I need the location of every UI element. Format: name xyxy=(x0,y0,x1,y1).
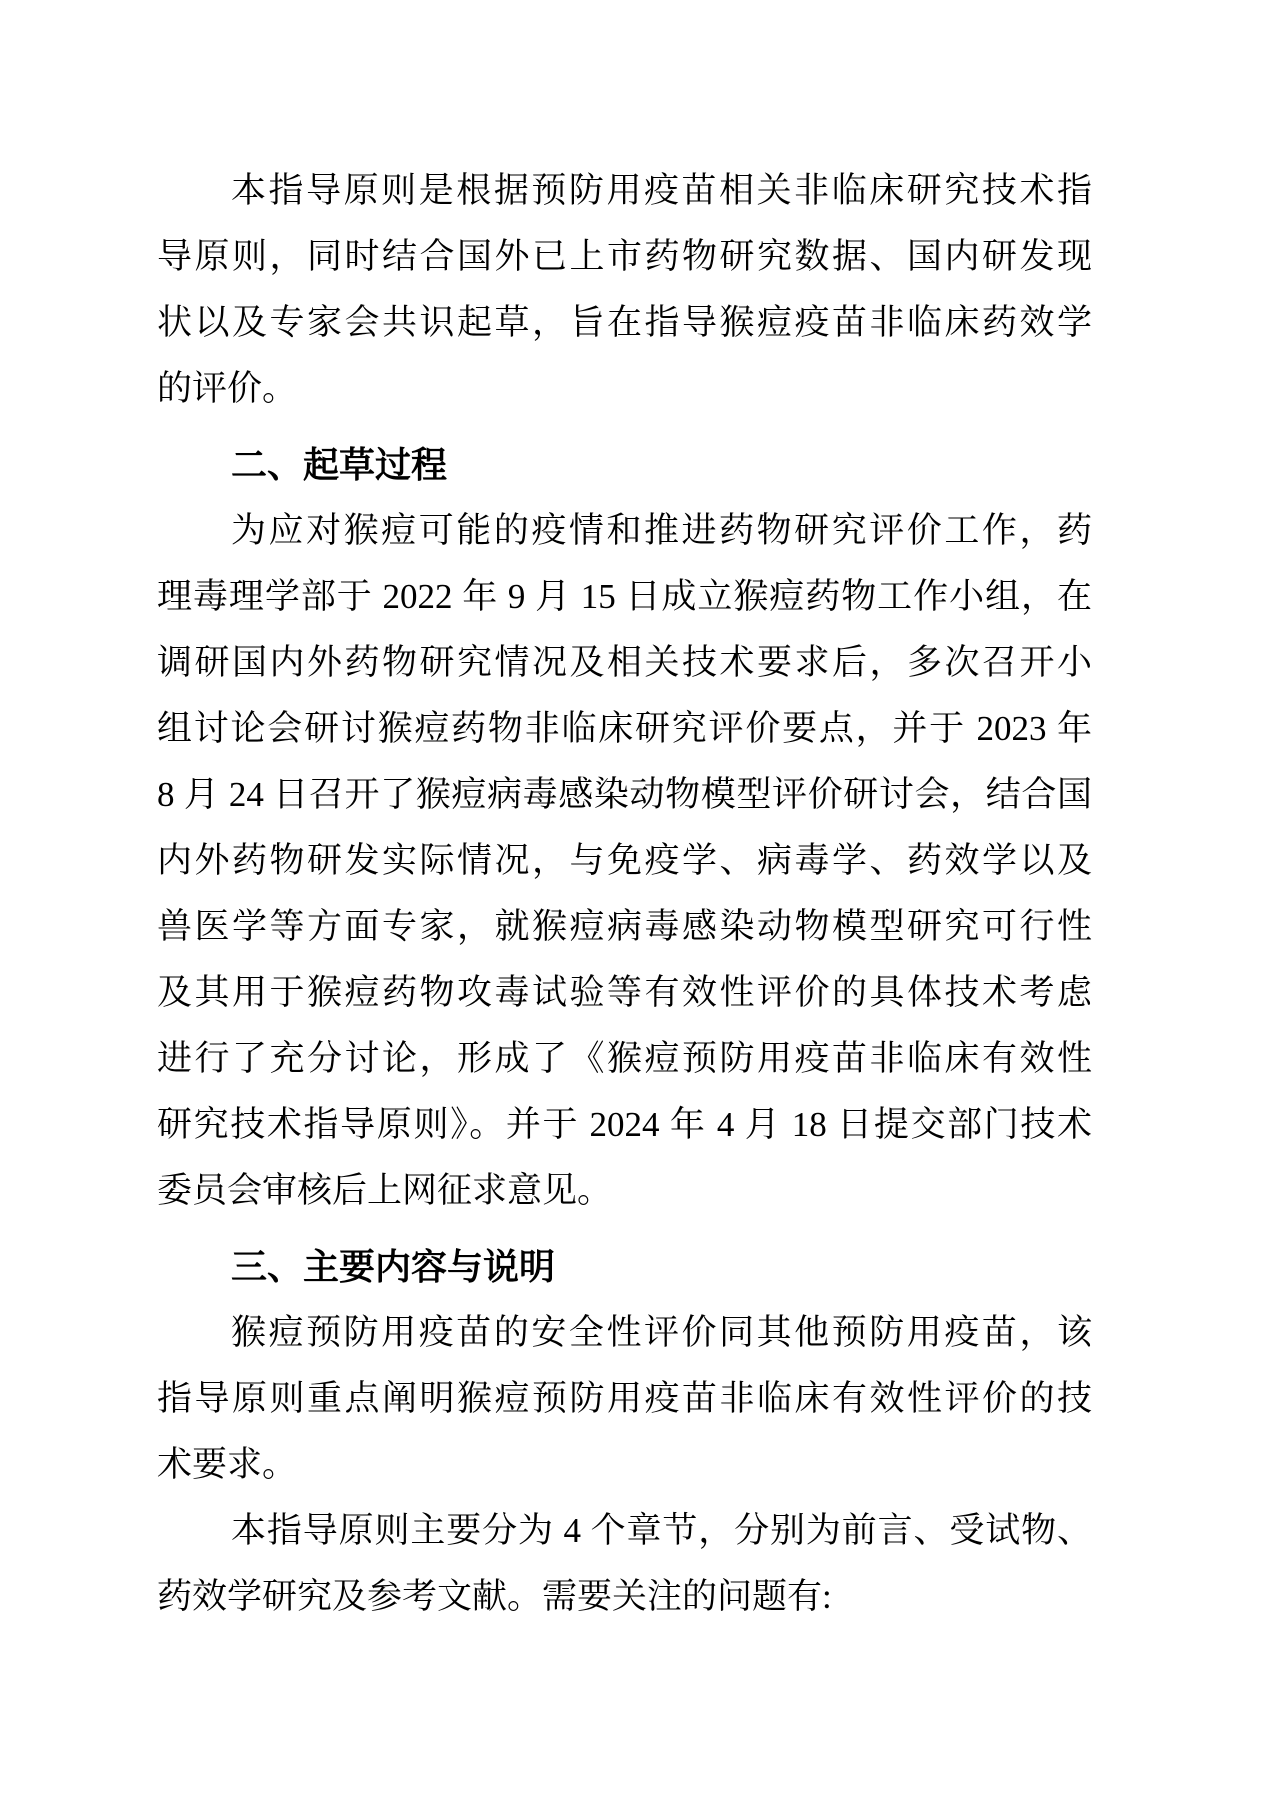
text-line: 二、起草过程 xyxy=(231,444,448,485)
text-line: 导原则，同时结合国外已上市药物研究数据、国内研发现 xyxy=(157,237,1092,276)
text-line: 的评价。 xyxy=(157,369,298,408)
text-line: 状以及专家会共识起草，旨在指导猴痘疫苗非临床药效学 xyxy=(157,303,1092,342)
text-line: 委员会审核后上网征求意见。 xyxy=(157,1171,613,1210)
paragraph xyxy=(157,1300,1092,1498)
text-line: 术要求。 xyxy=(157,1445,298,1484)
paragraph xyxy=(157,158,1092,422)
document-page xyxy=(157,158,1092,1630)
text-line: 为应对猴痘可能的疫情和推进药物研究评价工作，药 xyxy=(231,511,1092,550)
section-heading xyxy=(157,1234,1092,1300)
text-line: 组讨论会研讨猴痘药物非临床研究评价要点，并于 2023 年 xyxy=(157,709,1092,748)
paragraph xyxy=(157,1498,1092,1630)
text-line: 研究技术指导原则》。并于 2024 年 4 月 18 日提交部门技术 xyxy=(157,1105,1092,1144)
text-line: 兽医学等方面专家，就猴痘病毒感染动物模型研究可行性 xyxy=(157,907,1092,946)
section-heading xyxy=(157,432,1092,498)
text-line: 进行了充分讨论，形成了《猴痘预防用疫苗非临床有效性 xyxy=(157,1039,1092,1078)
text-line: 理毒理学部于 2022 年 9 月 15 日成立猴痘药物工作小组，在 xyxy=(157,577,1092,616)
text-line: 8 月 24 日召开了猴痘病毒感染动物模型评价研讨会，结合国 xyxy=(157,775,1092,814)
text-line: 猴痘预防用疫苗的安全性评价同其他预防用疫苗，该 xyxy=(231,1313,1092,1352)
paragraph xyxy=(157,498,1092,1224)
text-line: 及其用于猴痘药物攻毒试验等有效性评价的具体技术考虑 xyxy=(157,973,1092,1012)
text-line: 本指导原则主要分为 4 个章节，分别为前言、受试物、 xyxy=(231,1511,1092,1550)
text-line: 本指导原则是根据预防用疫苗相关非临床研究技术指 xyxy=(231,171,1092,210)
text-line: 三、主要内容与说明 xyxy=(231,1246,556,1287)
text-line: 内外药物研发实际情况，与免疫学、病毒学、药效学以及 xyxy=(157,841,1092,880)
text-line: 调研国内外药物研究情况及相关技术要求后，多次召开小 xyxy=(157,643,1092,682)
text-line: 药效学研究及参考文献。需要关注的问题有: xyxy=(157,1577,832,1616)
text-line: 指导原则重点阐明猴痘预防用疫苗非临床有效性评价的技 xyxy=(157,1379,1092,1418)
